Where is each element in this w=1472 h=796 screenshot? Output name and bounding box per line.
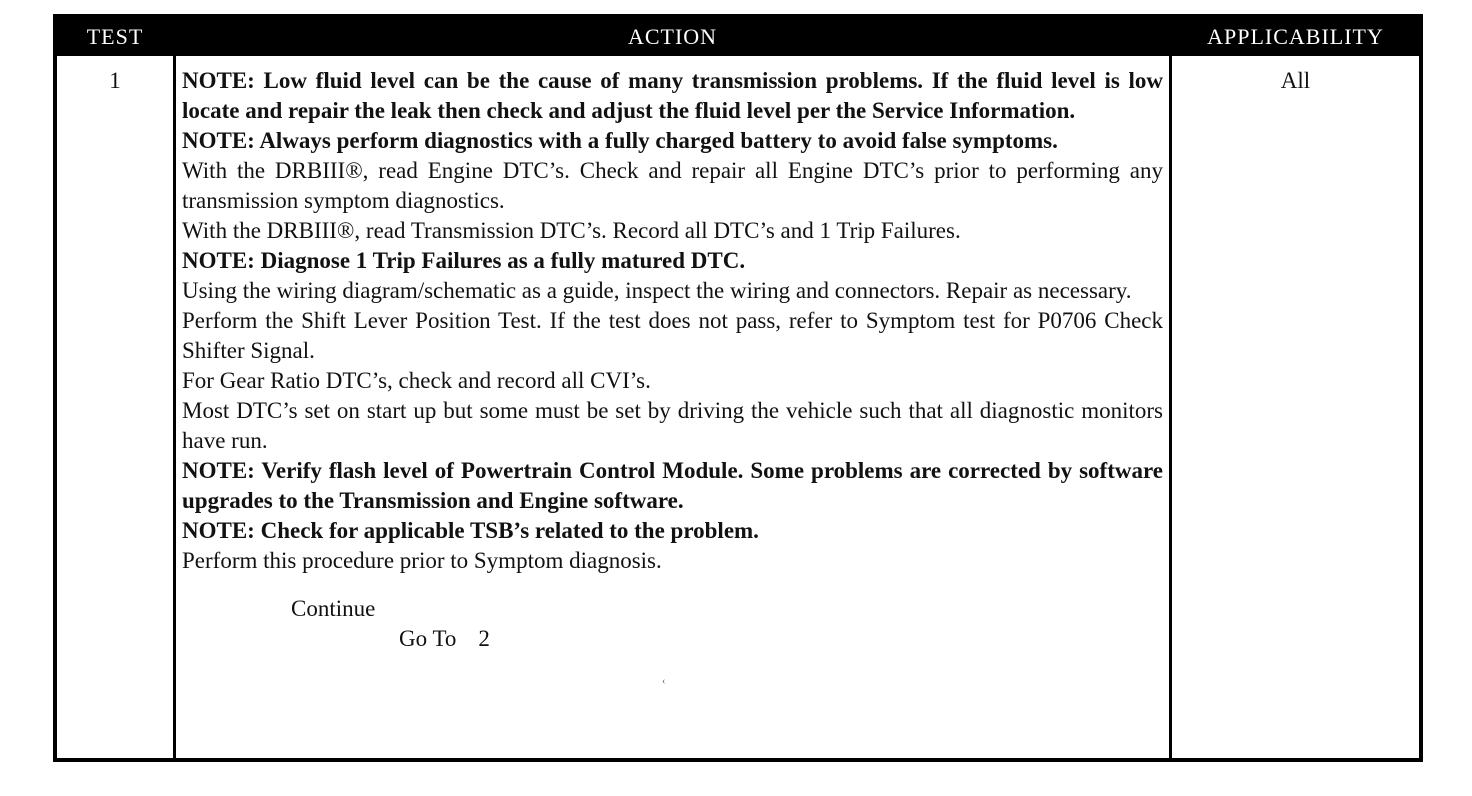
action-cell (175, 56, 1171, 758)
scan-speck: ‹ (662, 676, 666, 687)
test-number: 1 (109, 68, 121, 93)
note-tsb: NOTE: Check for applicable TSB’s related to the problem. (182, 518, 759, 543)
step-gear-ratio: For Gear Ratio DTC’s, check and record all CVI’s. (182, 368, 651, 393)
procedure-table (57, 18, 1419, 758)
table-row (57, 56, 1419, 758)
note-trip-failures: NOTE: Diagnose 1 Trip Failures as a fully matured DTC. (182, 248, 746, 273)
step-shift-lever-test: Perform the Shift Lever Position Test. If the test does not pass, refer to Symptom test for P0706 Check Shifter Signal. (182, 308, 1163, 363)
header-test: TEST (57, 18, 175, 56)
goto-line (182, 624, 1163, 654)
step-engine-dtc: With the DRBIII®, read Engine DTC’s. Check and repair all Engine DTC’s prior to performing any transmission symptom diagnostics. (182, 158, 1163, 213)
header-row (57, 18, 1419, 56)
procedure-table-frame (53, 14, 1423, 762)
step-prior-symptom: Perform this procedure prior to Symptom diagnosis. (182, 548, 662, 573)
continue-label: Continue (291, 596, 376, 621)
header-action: ACTION (175, 18, 1171, 56)
step-dtc-set: Most DTC’s set on start up but some must be set by driving the vehicle such that all diagnostic monitors have run. (182, 398, 1163, 453)
goto-label: Go To (399, 626, 457, 651)
step-wiring-inspect: Using the wiring diagram/schematic as a guide, inspect the wiring and connectors. Repair as necessary. (182, 278, 1132, 303)
step-transmission-dtc: With the DRBIII®, read Transmission DTC’s. Record all DTC’s and 1 Trip Failures. (182, 218, 961, 243)
applicability-value: All (1171, 56, 1420, 758)
header-applicability: APPLICABILITY (1171, 18, 1420, 56)
goto-target: 2 (478, 626, 490, 651)
note-flash-level: NOTE: Verify flash level of Powertrain Control Module. Some problems are corrected by software upgrades to the Transmission and Engine software. (182, 458, 1163, 513)
note-charged-battery: NOTE: Always perform diagnostics with a fully charged battery to avoid false symptoms. (182, 128, 1058, 153)
note-low-fluid: NOTE: Low fluid level can be the cause of many transmission problems. If the fluid level is low locate and repair the leak then check and adjust the fluid level per the Service Information. (182, 68, 1163, 123)
